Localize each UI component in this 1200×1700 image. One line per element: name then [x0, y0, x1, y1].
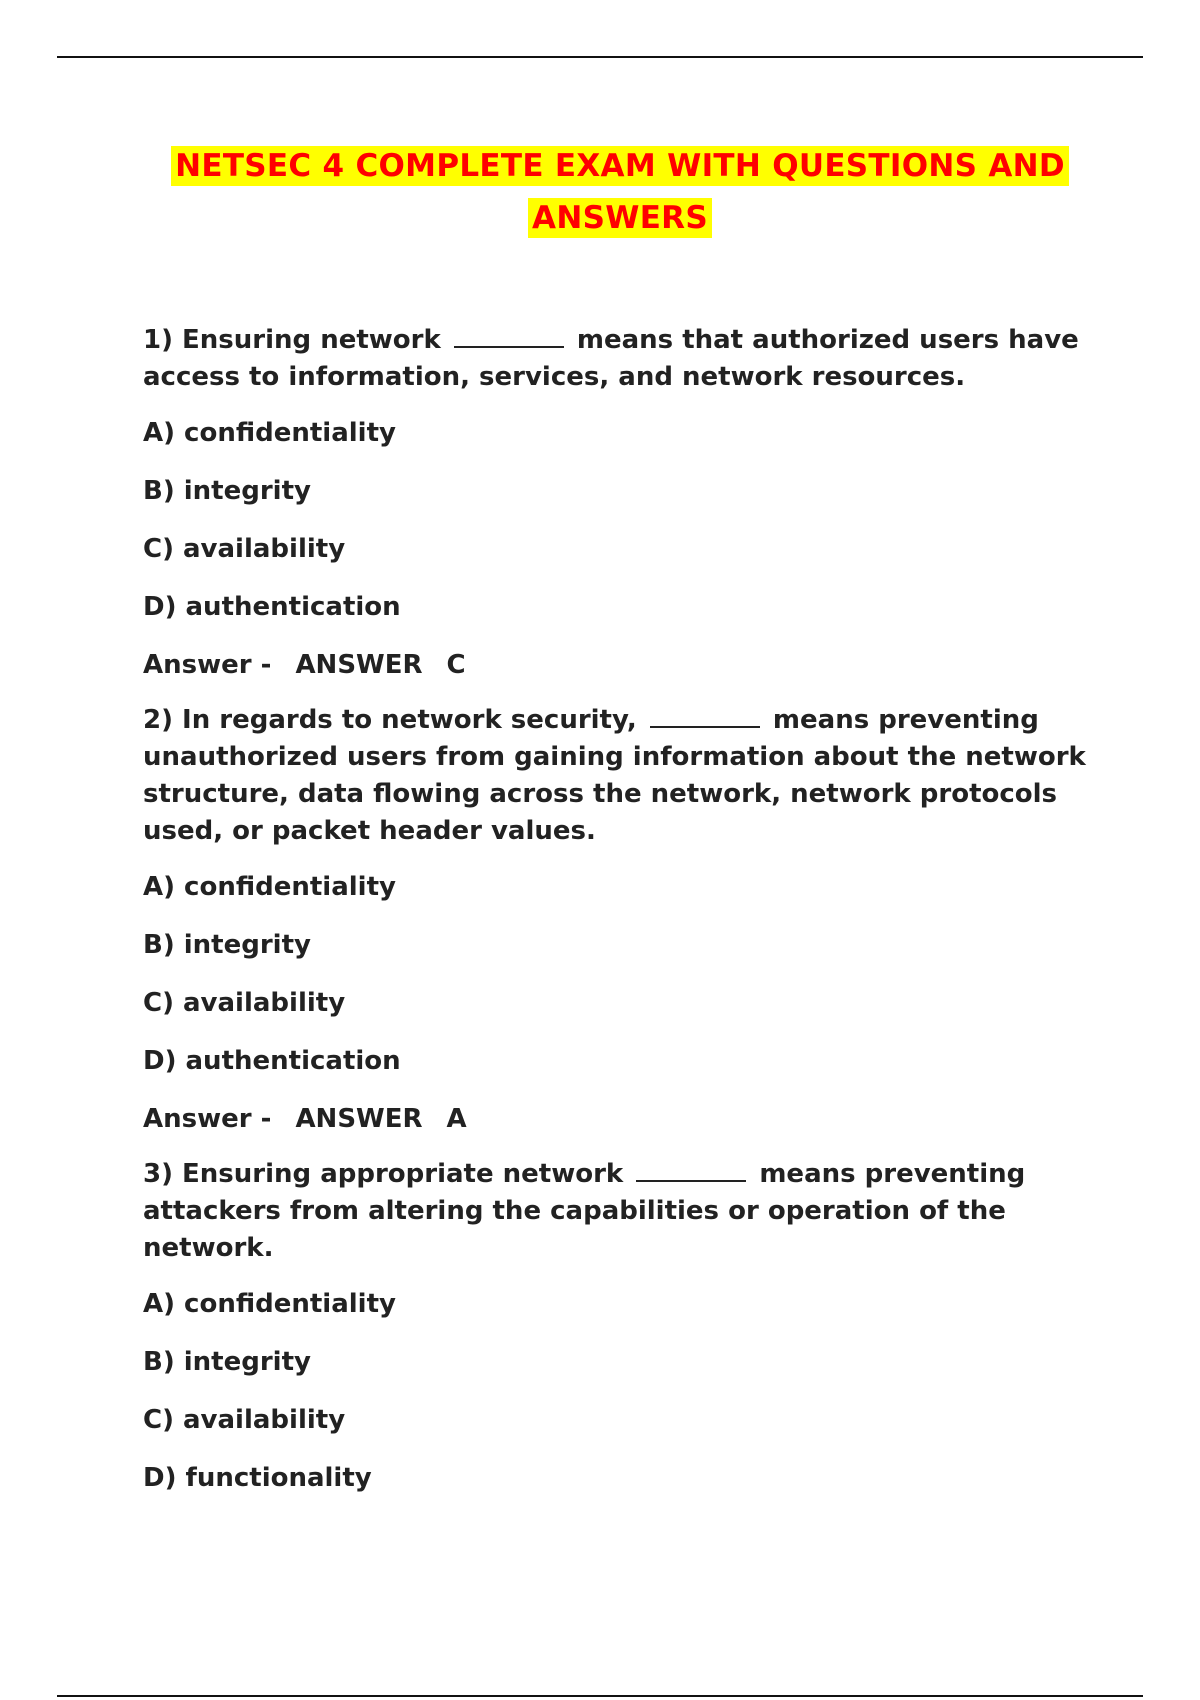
question-2-option-c: C) availability [143, 988, 346, 1018]
question-3-blank [636, 1160, 746, 1182]
exam-content [143, 322, 1103, 1518]
answer-word: ANSWER [295, 1104, 423, 1134]
question-1-option-a: A) confidentiality [143, 418, 396, 448]
question-1-stem-end: means that authorized users have access to information, services, and network resources. [143, 325, 1079, 392]
question-1-blank [454, 326, 564, 348]
bottom-divider [57, 1695, 1143, 1697]
question-2-option-d: D) authentication [143, 1046, 401, 1076]
question-3-option-b: B) integrity [143, 1347, 311, 1377]
question-1-option-b: B) integrity [143, 476, 311, 506]
answer-label: Answer - [143, 650, 272, 680]
question-1-option-d: D) authentication [143, 592, 401, 622]
question-2 [143, 702, 1103, 850]
answer-word: ANSWER [295, 650, 423, 680]
question-2-option-a: A) confidentiality [143, 872, 396, 902]
title-line-1: NETSEC 4 COMPLETE EXAM WITH QUESTIONS AND [171, 146, 1069, 186]
top-divider [57, 56, 1143, 58]
question-3-option-d: D) functionality [143, 1463, 372, 1493]
question-1-option-c: C) availability [143, 534, 346, 564]
question-3-option-c: C) availability [143, 1405, 346, 1435]
page-title [0, 140, 1200, 244]
question-1-answer [143, 647, 1103, 684]
title-line-2: ANSWERS [528, 198, 712, 238]
answer-label: Answer - [143, 1104, 272, 1134]
question-1-stem-start: 1) Ensuring network [143, 325, 441, 355]
question-1 [143, 322, 1103, 396]
answer-letter: C [446, 650, 466, 680]
question-3 [143, 1156, 1103, 1267]
question-2-option-b: B) integrity [143, 930, 311, 960]
question-2-blank [650, 706, 760, 728]
question-2-answer [143, 1101, 1103, 1138]
question-3-option-a: A) confidentiality [143, 1289, 396, 1319]
question-2-stem-start: 2) In regards to network security, [143, 705, 637, 735]
answer-letter: A [446, 1104, 467, 1134]
question-2-stem-end: means preventing unauthorized users from gaining information about the network structure, data flowing across the network, network protocols used, or packet header values. [143, 705, 1086, 846]
question-3-stem-end: means preventing attackers from altering the capabilities or operation of the network. [143, 1159, 1026, 1263]
question-3-stem-start: 3) Ensuring appropriate network [143, 1159, 624, 1189]
